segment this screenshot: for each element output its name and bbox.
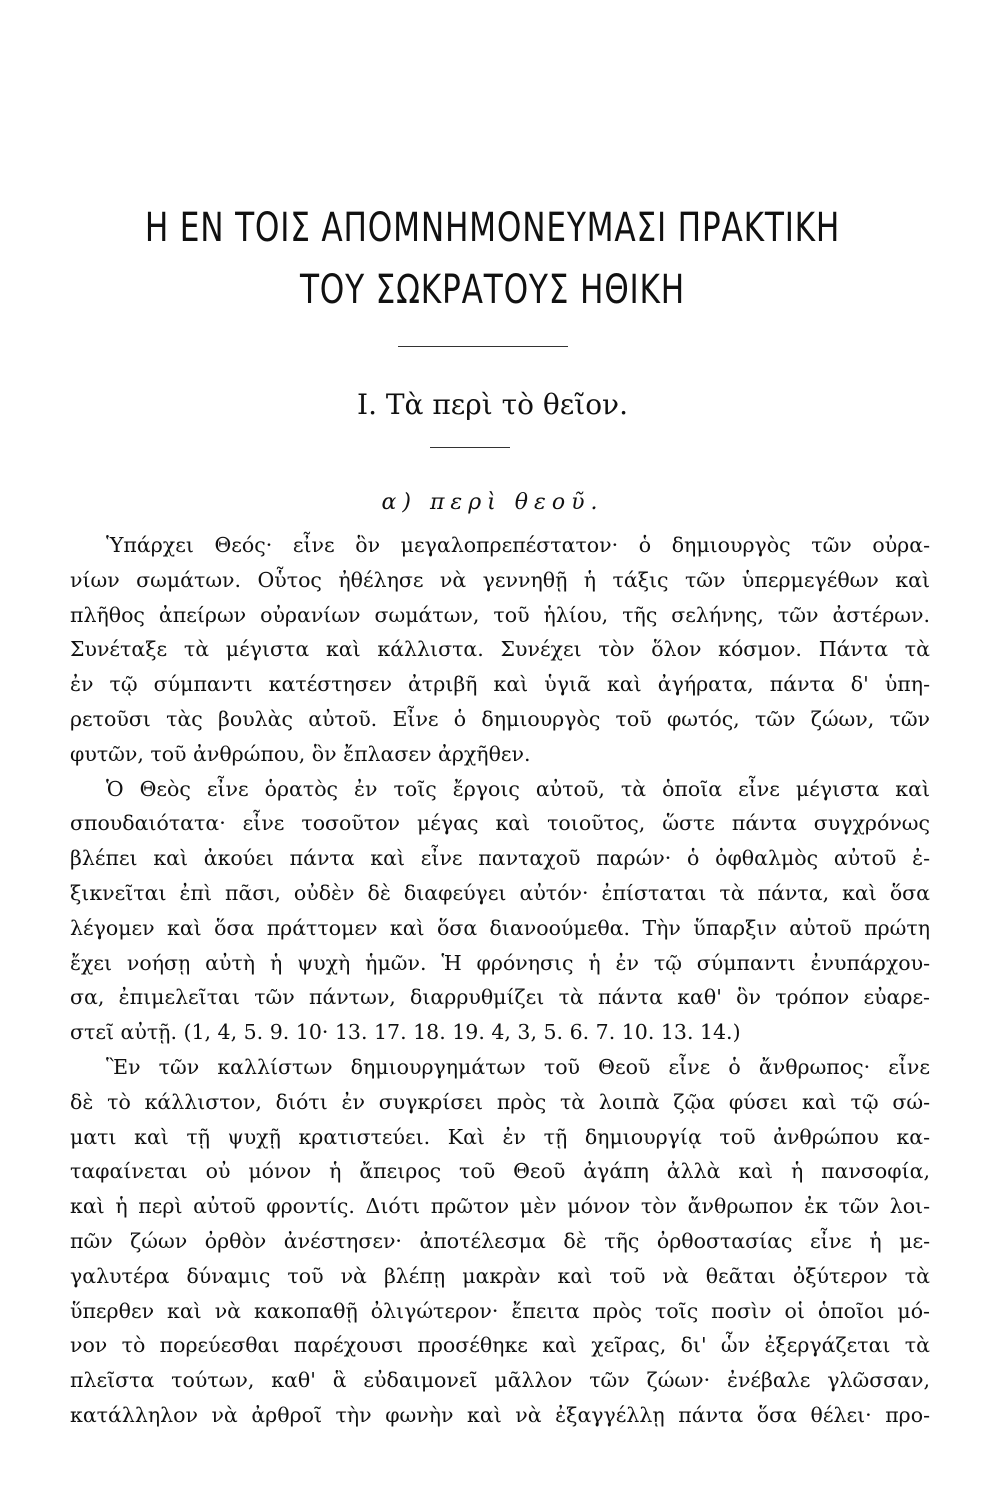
text-line: σπουδαιότατα· εἶνε τοσοῦτον μέγας καὶ τοιοῦτος, ὥστε πάντα συγχρόνως (70, 811, 930, 836)
book-title-line-1: Η ΕΝ ΤΟΙΣ ΑΠΟΜΝΗΜΟΝΕΥΜΑΣΙ ΠΡΑΚΤΙΚΗ (144, 205, 841, 251)
text-line: πῶν ζώων ὀρθὸν ἀνέστησεν· ἀποτέλεσμα δὲ τῆς ὀρθοστασίας εἶνε ἡ με- (70, 1228, 930, 1253)
text-line: βλέπει καὶ ἀκούει πάντα καὶ εἶνε πανταχοῦ παρών· ὁ ὀφθαλμὸς αὐτοῦ ἐ- (70, 846, 930, 871)
text-line: ματι καὶ τῇ ψυχῇ κρατιστεύει. Καὶ ἐν τῇ δημιουργίᾳ τοῦ ἀνθρώπου κα- (70, 1124, 930, 1149)
text-line: γαλυτέρα δύναμις τοῦ νὰ βλέπῃ μακρὰν καὶ τοῦ νὰ θεᾶται ὀξύτερον τὰ (70, 1263, 930, 1288)
text-line: πλῆθος ἀπείρων οὐρανίων σωμάτων, τοῦ ἡλίου, τῆς σελήνης, τῶν ἀστέρων. (70, 602, 930, 627)
text-line: λέγομεν καὶ ὅσα πράττομεν καὶ ὅσα διανοούμεθα. Τὴν ὕπαρξιν αὐτοῦ πρώτη (70, 915, 930, 940)
text-line: φυτῶν, τοῦ ἀνθρώπου, ὃν ἔπλασεν ἀρχῆθεν. (70, 741, 531, 766)
text-line: σα, ἐπιμελεῖται τῶν πάντων, διαρρυθμίζει τὰ πάντα καθ' ὃν τρόπον εὐαρε- (70, 985, 930, 1010)
text-line: ξικνεῖται ἐπὶ πᾶσι, οὐδὲν δὲ διαφεύγει αὐτόν· ἐπίσταται τὰ πάντα, καὶ ὅσα (70, 880, 930, 905)
text-line: δὲ τὸ κάλλιστον, διότι ἐν συγκρίσει πρὸς τὰ λοιπὰ ζῷα φύσει καὶ τῷ σώ- (70, 1089, 930, 1114)
body-text (70, 528, 930, 1433)
text-line: καὶ ἡ περὶ αὐτοῦ φροντίς. Διότι πρῶτον μὲν μόνον τὸν ἄνθρωπον ἐκ τῶν λοι- (70, 1194, 930, 1219)
text-line: Ὁ Θεὸς εἶνε ὁρατὸς ἐν τοῖς ἔργοις αὐτοῦ, τὰ ὁποῖα εἶνε μέγιστα καὶ (106, 776, 930, 801)
text-line: ὕπερθεν καὶ νὰ κακοπαθῇ ὀλιγώτερον· ἔπειτα πρὸς τοῖς ποσὶν οἱ ὁποῖοι μό- (70, 1298, 930, 1323)
section-heading: I. Τὰ περὶ τὸ θεῖον. (357, 388, 628, 421)
book-title-line-2: ΤΟΥ ΣΩΚΡΑΤΟΥΣ ΗΘΙΚΗ (299, 267, 686, 313)
text-line: Συνέταξε τὰ μέγιστα καὶ κάλλιστα. Συνέχει τὸν ὅλον κόσμον. Πάντα τὰ (70, 637, 930, 662)
text-line: νίων σωμάτων. Οὗτος ἠθέλησε νὰ γεννηθῇ ἡ τάξις τῶν ὑπερμεγέθων καὶ (70, 567, 930, 592)
text-line: ἔχει νοήσῃ αὐτὴ ἡ ψυχὴ ἡμῶν. Ἡ φρόνησις ἡ ἐν τῷ σύμπαντι ἐνυπάρχου- (70, 950, 930, 975)
section-divider (430, 447, 510, 448)
text-line: κατάλληλον νὰ ἀρθροῖ τὴν φωνὴν καὶ νὰ ἐξαγγέλλῃ πάντα ὅσα θέλει· προ- (70, 1402, 930, 1427)
text-line: Ἓν τῶν καλλίστων δημιουργημάτων τοῦ Θεοῦ εἶνε ὁ ἄνθρωπος· εἶνε (106, 1054, 930, 1079)
subsection-heading: α) περὶ θεοῦ. (381, 490, 604, 515)
text-line: ρετοῦσι τὰς βουλὰς αὐτοῦ. Εἶνε ὁ δημιουργὸς τοῦ φωτός, τῶν ζώων, τῶν (70, 706, 930, 731)
citation-line: στεῖ αὐτῇ. (1, 4, 5. 9. 10· 13. 17. 18. 19. 4, 3, 5. 6. 7. 10. 13. 14.) (70, 1020, 741, 1045)
text-line: νον τὸ πορεύεσθαι παρέχουσι προσέθηκε καὶ χεῖρας, δι' ὧν ἐξεργάζεται τὰ (70, 1333, 930, 1358)
text-line: πλεῖστα τούτων, καθ' ἃ εὐδαιμονεῖ μᾶλλον τῶν ζώων· ἐνέβαλε γλῶσσαν, (70, 1368, 930, 1393)
title-divider (398, 346, 568, 347)
text-line: ταφαίνεται οὐ μόνον ἡ ἄπειρος τοῦ Θεοῦ ἀγάπη ἀλλὰ καὶ ἡ πανσοφία, (70, 1159, 930, 1184)
text-line: Ὑπάρχει Θεός· εἶνε ὃν μεγαλοπρεπέστατον· ὁ δημιουργὸς τῶν οὐρα- (106, 533, 930, 557)
text-line: ἐν τῷ σύμπαντι κατέστησεν ἀτριβῆ καὶ ὑγιᾶ καὶ ἀγήρατα, πάντα δ' ὑπη- (70, 672, 930, 697)
